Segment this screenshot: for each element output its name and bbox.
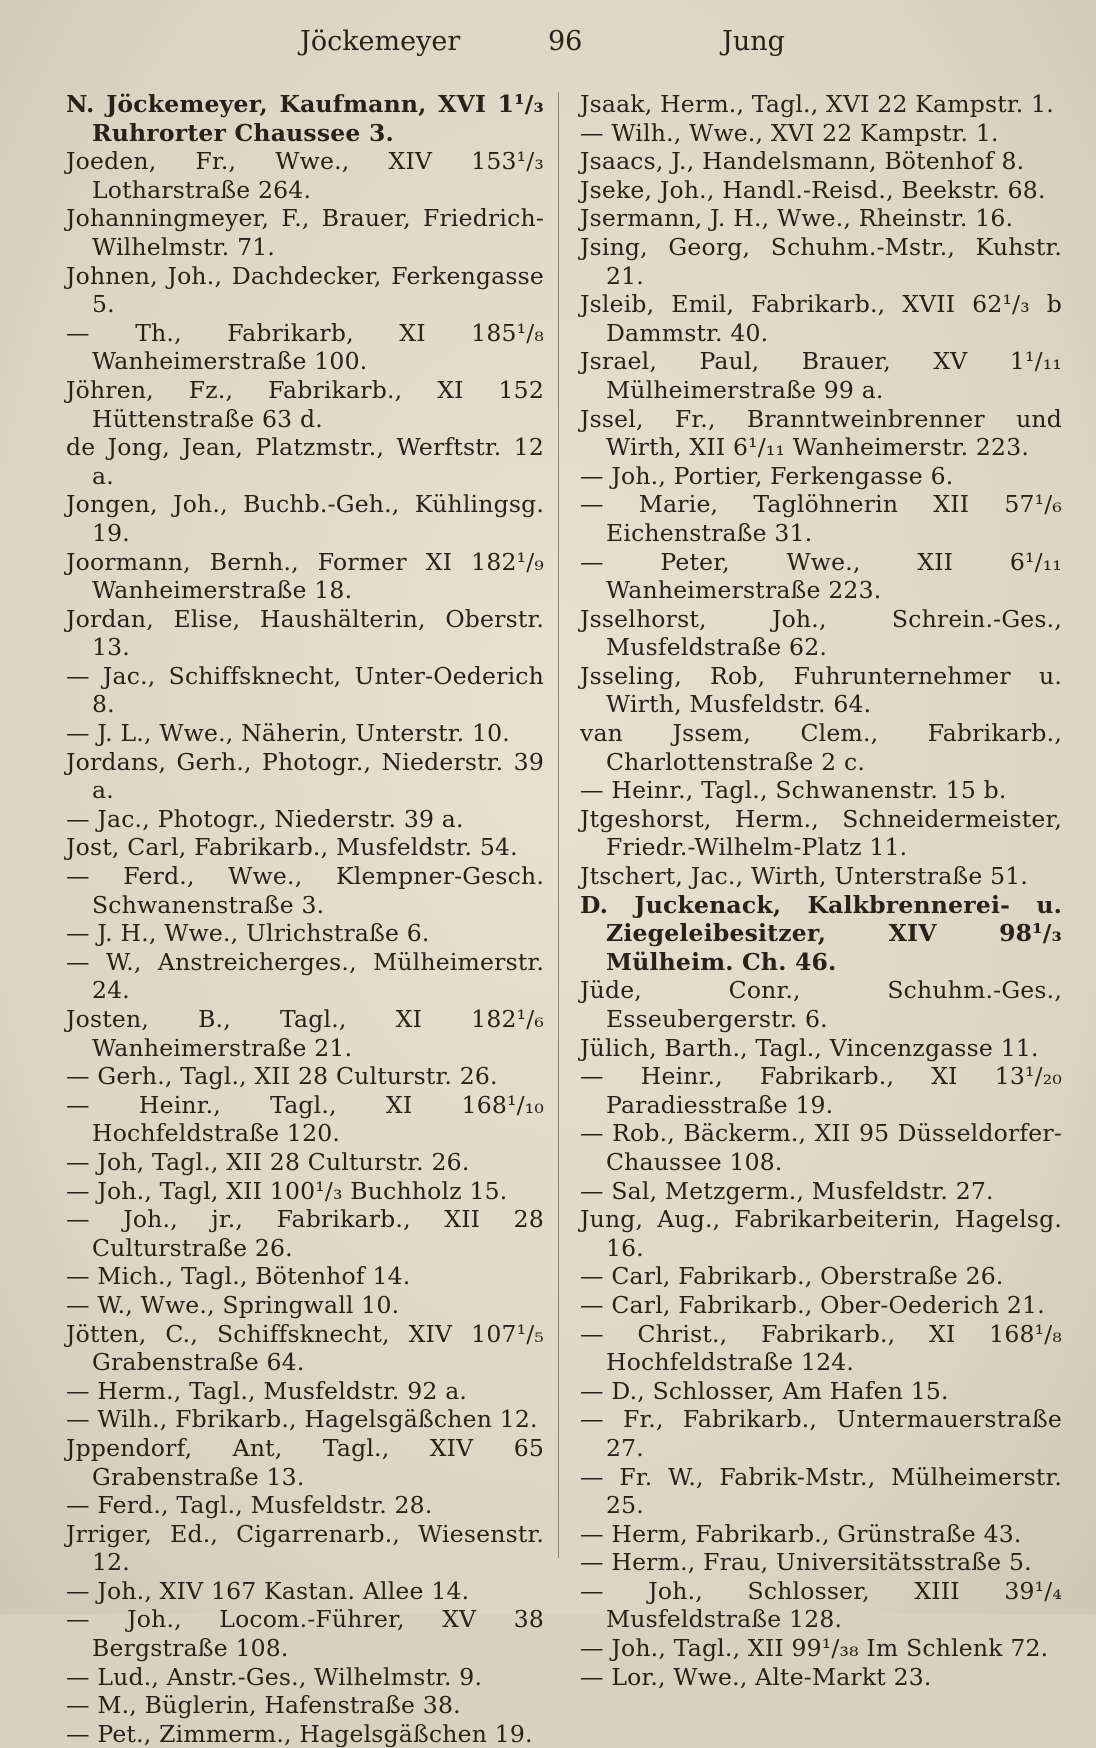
directory-entry: — J. L., Wwe., Näherin, Unterstr. 10.: [66, 719, 510, 748]
directory-entry: Johnen, Joh., Dachdecker, Ferkengasse 5.: [66, 261, 544, 319]
directory-entry: — Mich., Tagl., Bötenhof 14.: [66, 1262, 411, 1291]
directory-entry: Jppendorf, Ant, Tagl., XIV 65 Grabenstraße 13.: [66, 1433, 544, 1491]
directory-entry: — Joh., jr., Fabrikarb., XII 28 Culturstraße 26.: [66, 1205, 544, 1262]
directory-entry: Jordans, Gerh., Photogr., Niederstr. 39 a.: [66, 747, 544, 805]
directory-entry: — Lor., Wwe., Alte-Markt 23.: [580, 1662, 932, 1691]
directory-entry: Jsrael, Paul, Brauer, XV 1¹/₁₁ Mülheimerstraße 99 a.: [580, 347, 1062, 404]
page-header: [0, 26, 1096, 74]
directory-entry: — Lud., Anstr.-Ges., Wilhelmstr. 9.: [66, 1662, 483, 1691]
directory-entry: D. Juckenack, Kalkbrennerei- u. Ziegeleibesitzer, XIV 98¹/₃ Mülheim. Ch. 46.: [580, 890, 1062, 976]
directory-entry: — Sal, Metzgerm., Musfeldstr. 27.: [580, 1176, 994, 1205]
directory-entry: — Ferd., Wwe., Klempner-Gesch. Schwanenstraße 3.: [66, 862, 544, 919]
directory-entry: — Jac., Schiffsknecht, Unter-Oederich 8.: [66, 661, 544, 719]
directory-entry: Jsaak, Herm., Tagl., XVI 22 Kampstr. 1.: [580, 90, 1054, 118]
directory-entry: — Joh., XIV 167 Kastan. Allee 14.: [66, 1576, 470, 1605]
directory-entry: — Carl, Fabrikarb., Oberstraße 26.: [580, 1262, 1004, 1291]
directory-entry: Josten, B., Tagl., XI 182¹/₆ Wanheimerstraße 21.: [66, 1005, 544, 1062]
directory-entry: Jötten, C., Schiffsknecht, XIV 107¹/₅ Grabenstraße 64.: [66, 1319, 544, 1377]
directory-entry: Jtgeshorst, Herm., Schneidermeister, Friedr.-Wilhelm-Platz 11.: [580, 804, 1062, 862]
directory-entry: de Jong, Jean, Platzmstr., Werftstr. 12 a.: [66, 433, 544, 490]
directory-entry: — Heinr., Tagl., Schwanenstr. 15 b.: [580, 776, 1007, 805]
header-first-name: Jöckemeyer: [300, 26, 461, 57]
directory-entry: — Joh., Tagl, XII 100¹/₃ Buchholz 15.: [66, 1176, 508, 1205]
directory-entry: Johanningmeyer, F., Brauer, Friedrich-Wilhelmstr. 71.: [66, 204, 544, 261]
directory-entry: Jöhren, Fz., Fabrikarb., XI 152 Hüttenstraße 63 d.: [66, 375, 544, 433]
directory-entry: — Joh., Locom.-Führer, XV 38 Bergstraße 108.: [66, 1605, 544, 1663]
directory-entry: Jseke, Joh., Handl.-Reisd., Beekstr. 68.: [580, 175, 1046, 204]
directory-entry: — W., Wwe., Springwall 10.: [66, 1290, 400, 1319]
directory-entry: Jordan, Elise, Haushälterin, Oberstr. 13.: [66, 604, 544, 662]
directory-entry: — Wilh., Fbrikarb., Hagelsgäßchen 12.: [66, 1405, 538, 1434]
directory-entry: — Peter, Wwe., XII 6¹/₁₁ Wanheimerstraße 223.: [580, 547, 1062, 605]
directory-entry: Jsermann, J. H., Wwe., Rheinstr. 16.: [580, 204, 1014, 233]
directory-entry: — Herm., Tagl., Musfeldstr. 92 a.: [66, 1376, 468, 1405]
directory-entry: Jssel, Fr., Branntweinbrenner und Wirth, XII 6¹/₁₁ Wanheimerstr. 223.: [580, 404, 1062, 462]
directory-entry: — Christ., Fabrikarb., XI 168¹/₈ Hochfeldstraße 124.: [580, 1319, 1062, 1377]
directory-entry: Jung, Aug., Fabrikarbeiterin, Hagelsg. 16.: [580, 1205, 1062, 1262]
directory-entry: Jsing, Georg, Schuhm.-Mstr., Kuhstr. 21.: [580, 232, 1062, 290]
directory-entry: — Joh, Tagl., XII 28 Culturstr. 26.: [66, 1147, 470, 1176]
directory-entry: — Heinr., Fabrikarb., XI 13¹/₂₀ Paradiesstraße 19.: [580, 1062, 1062, 1119]
directory-entry: — Fr., Fabrikarb., Untermauerstraße 27.: [580, 1405, 1062, 1462]
directory-entry: — D., Schlosser, Am Hafen 15.: [580, 1376, 949, 1405]
directory-entry: — Pet., Zimmerm., Hagelsgäßchen 19.: [66, 1719, 533, 1748]
directory-entry: — Herm, Fabrikarb., Grünstraße 43.: [580, 1519, 1022, 1548]
directory-entry: Jülich, Barth., Tagl., Vincenzgasse 11.: [580, 1033, 1039, 1062]
directory-entry: — Joh., Tagl., XII 99¹/₃₈ Im Schlenk 72.: [580, 1634, 1049, 1663]
directory-entry: Joeden, Fr., Wwe., XIV 153¹/₃ Lotharstraße 264.: [66, 147, 544, 204]
directory-entry: — Joh., Schlosser, XIII 39¹/₄ Musfeldstraße 128.: [580, 1576, 1062, 1634]
directory-entry: — J. H., Wwe., Ulrichstraße 6.: [66, 919, 430, 948]
directory-entry: Jtschert, Jac., Wirth, Unterstraße 51.: [580, 862, 1029, 891]
directory-entry: Jüde, Conr., Schuhm.-Ges., Esseubergerstr. 6.: [580, 976, 1062, 1033]
directory-entry: van Jssem, Clem., Fabrikarb., Charlottenstraße 2 c.: [580, 719, 1062, 776]
directory-entry: — Marie, Taglöhnerin XII 57¹/₆ Eichenstraße 31.: [580, 490, 1062, 547]
directory-entry: — Carl, Fabrikarb., Ober-Oederich 21.: [580, 1290, 1045, 1319]
directory-entry: — Th., Fabrikarb, XI 185¹/₈ Wanheimerstraße 100.: [66, 318, 544, 376]
directory-entry: — Jac., Photogr., Niederstr. 39 a.: [66, 804, 464, 833]
directory-entry: Jongen, Joh., Buchb.-Geh., Kühlingsg. 19.: [66, 490, 544, 547]
directory-entry: Jsseling, Rob, Fuhrunternehmer u. Wirth, Musfeldstr. 64.: [580, 661, 1062, 719]
directory-entry: Jsselhorst, Joh., Schrein.-Ges., Musfeldstraße 62.: [580, 604, 1062, 662]
directory-entry: — Fr. W., Fabrik-Mstr., Mülheimerstr. 25.: [580, 1462, 1062, 1520]
header-last-name: Jung: [722, 26, 785, 57]
directory-entry: — Rob., Bäckerm., XII 95 Düsseldorfer-Chaussee 108.: [580, 1119, 1062, 1176]
column-divider: [558, 92, 559, 1558]
directory-entry: — Wilh., Wwe., XVI 22 Kampstr. 1.: [580, 118, 999, 147]
directory-entry: — W., Anstreicherges., Mülheimerstr. 24.: [66, 947, 544, 1005]
directory-entry: N. Jöckemeyer, Kaufmann, XVI 1¹/₃ Ruhrorter Chaussee 3.: [66, 90, 544, 147]
directory-entry: Jrriger, Ed., Cigarrenarb., Wiesenstr. 12.: [66, 1519, 544, 1577]
right-column: [580, 90, 1062, 1691]
directory-entry: — Joh., Portier, Ferkengasse 6.: [580, 461, 954, 490]
directory-entry: Joormann, Bernh., Former XI 182¹/₉ Wanheimerstraße 18.: [66, 547, 544, 605]
directory-entry: — M., Büglerin, Hafenstraße 38.: [66, 1691, 461, 1720]
directory-entry: Jsaacs, J., Handelsmann, Bötenhof 8.: [580, 147, 1025, 176]
directory-entry: Jost, Carl, Fabrikarb., Musfeldstr. 54.: [66, 833, 518, 862]
directory-entry: — Heinr., Tagl., XI 168¹/₁₀ Hochfeldstraße 120.: [66, 1090, 544, 1148]
directory-entry: — Herm., Frau, Universitätsstraße 5.: [580, 1548, 1032, 1577]
left-column: [66, 90, 544, 1748]
directory-entry: — Ferd., Tagl., Musfeldstr. 28.: [66, 1491, 433, 1520]
directory-entry: Jsleib, Emil, Fabrikarb., XVII 62¹/₃ b Dammstr. 40.: [580, 290, 1062, 347]
directory-entry: — Gerh., Tagl., XII 28 Culturstr. 26.: [66, 1062, 498, 1091]
page-number: 96: [548, 26, 583, 57]
